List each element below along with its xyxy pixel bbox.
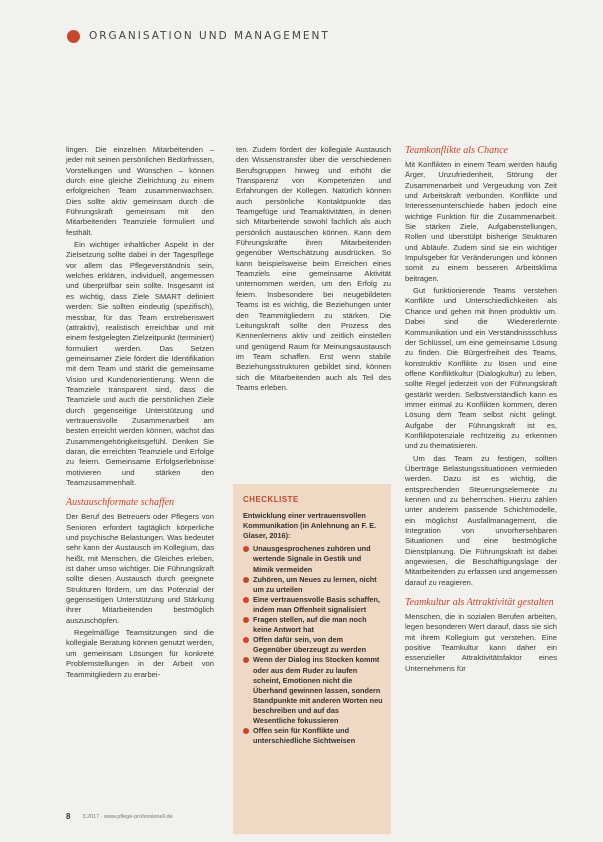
subheading-teamkonflikte: Teamkonflikte als Chance: [405, 145, 508, 156]
text-column-3: [405, 145, 557, 676]
checklist-title: CHECKLISTE: [243, 495, 299, 504]
checklist-item: Offen dafür sein, von dem Gegenüber überzeugt zu werden: [243, 635, 383, 655]
checklist-item: Offen sein für Konflikte und unterschiedliche Sichtweisen: [243, 726, 383, 746]
checklist-list: [243, 544, 383, 746]
journal-info: 3.2017 · www.pflege-professionell.de: [82, 813, 173, 820]
checklist-item: Zuhören, um Neues zu lernen, nicht um zu urteilen: [243, 575, 383, 595]
checklist-box: [233, 484, 391, 834]
paragraph: Menschen, die in sozialen Berufen arbeiten, legen besonderen Wert darauf, dass sie sich mit ihrem Kollegium gut verstehen. Eine positive Teamkultur kann daher ein essenzieller Attraktivitätsfaktor eines Unternehmens für: [405, 612, 557, 673]
page-header: [67, 26, 330, 46]
paragraph: lingen. Die einzelnen Mitarbeitenden – jeder mit seinen persönlichen Bedürfnissen, Vorstellungen und Wünschen – können durch eine gleiche Zielrichtung zu einem erfolgreichen Team zusammenwachsen. Dies sollte aktiv gemeinsam durch die Führungskraft gemeinsam mit den Mitarbeitenden Teamziele formuliert und festhält.: [66, 145, 214, 237]
checklist-intro: Entwicklung einer vertrauensvollen Kommunikation (in Anlehnung an F. E. Glaser, 2016):: [243, 511, 377, 541]
text-column-1: [66, 145, 214, 682]
checklist-item: Unausgesprochenes zuhören und wertende Signale in Gestik und Mimik vermeiden: [243, 544, 383, 574]
checklist-item: Wenn der Dialog ins Stocken kommt oder aus dem Ruder zu laufen scheint, Emotionen nicht die Überhand gewinnen lassen, sondern Standpunkte mit anderen Worten neu beschreiben und auf das Wesentliche fokussieren: [243, 655, 383, 726]
paragraph: Um das Team zu festigen, sollten Überträge Belastungssituationen vermieden werden. Dazu ist es wichtig, die entsprechenden Steuerungselemente zu kennen und zu beherrschen. Hierzu zählen unter anderem passende Schichtmodelle, ein möglichst Ausfallmanagement, die Integration von unvorhersehbaren Situationen und eine bestmögliche Dienstplanung. Die Führungskraft ist dabei angewiesen, die Beschäftigungslage der Mitarbeitenden zu erfassen und angemessen darauf zu reagieren.: [405, 453, 557, 587]
paragraph: Mit Konflikten in einem Team werden häufig Ärger, Unzufriedenheit, Störung der Zusammenarbeit und Vergeudung von Zeit und Arbeitskraft verbunden. Konflikte und Interessenunterschiede haben jedoch eine wichtige Funktion für die Zusammenarbeit. Sie stärken Ziele, Aufgabenstellungen, Rollen und überstülpt bisherige Strukturen und Abläufe. Zudem sind sie ein wichtiger Impulsgeber für Veränderungen und können somit zu einem besseren Arbeitsklima beitragen.: [405, 160, 557, 283]
section-title: ORGANISATION UND MANAGEMENT: [89, 30, 330, 42]
paragraph: Gut funktionierende Teams verstehen Konflikte und Unterschiedlichkeiten als Chance und gehen mit ihnen produktiv um. Dabei sind die Wiedererlernte Kommunikation und ein Verständnissschluss der Schlüssel, um eine gemeinsame Lösung zu finden. Die Bürgerfreiheit des Teams, konstruktiv Konflikte zu lösen und eine offene Konfliktkultur (Dialogkultur) zu leben, sollte Regel jederzeit von der Führungskraft gestärkt werden. Selbstverständlich kann es immer einmal zu Konflikten kommen, deren Lösung dem Team selbst nicht gelingt. Aufgabe der Führungskraft ist es, Konfliktpotenziale rechtzeitig zu erkennen und zu thematisieren.: [405, 286, 557, 451]
checklist-item: Eine vertrauensvolle Basis schaffen, indem man Offenheit signalisiert: [243, 595, 383, 615]
paragraph: Regelmäßige Teamsitzungen sind die kollegiale Beratung können genutzt werden, um gemeinsam Lösungen für konkrete Problemstellungen in der Arbeit von Teammitgliedern zu erarbei-: [66, 628, 214, 679]
section-bullet-icon: [67, 30, 80, 43]
page-footer: [66, 812, 173, 821]
subheading-teamkultur: Teamkultur als Attraktivität gestalten: [405, 597, 554, 609]
text-column-2: [236, 145, 391, 395]
paragraph: Ein wichtiger inhaltlicher Aspekt in der Zielsetzung sollte dabei in der Tagespflege vor allem das Pflegeverständnis sein, welches erklären, individuell, angemessen und überprüfbar sein sollte. Insgesamt ist es wichtig, dass Ziele SMART definiert werden: Sie sollten eindeutig (spezifisch), messbar, für das Team erstrebenswert (attraktiv), realistisch erreichbar und mit einem festgelegten Zielzeitpunkt (terminiert) formuliert werden. Das Setzen gemeinsamer Ziele fördert die Identifikation mit dem Team und stärkt die gemeinsame Vision und Kundenorientierung. Wenn die Teamziele transparent sind, dass die Teamziele und auch die persönlichen Ziele durch gegenseitige Unterstützung und vertrauensvolle Zusammenarbeit am besten erreicht werden können, wächst das Zusammengehörigkeitsgefühl. Denken Sie daran, die erreichten Teamziele und Erfolge zu feiern. Gemeinsame Erfolgserlebnisse motivieren und stärken den Teamzusammenhalt.: [66, 240, 214, 487]
paragraph: ten. Zudem fördert der kollegiale Austausch den Wissenstransfer über die verschiedenen Berufsgruppen hinweg und erhöht die Transparenz von Kompetenzen und Erfahrungen der Kollegen. Natürlich können auch persönliche Kontaktpunkte das Teamgefüge und Teamaktivitäten, in denen sich Mitarbeitende sowohl fachlich als auch persönlich austauschen können. Kann dem Führungskräfte ihren Mitarbeitenden gegenüber Wertschätzung ausdrücken. So kann beispielsweise beim Erreichen eines Teamziels eine gemeinsame Aktivität unternommen werden, um den Erfolg zu feiern. Insbesondere bei neugebildeten Teams ist es wichtig, die Beziehungen unter den Teammitgliedern zu stärken. Die Leitungskraft sollte den Prozess des Kennenlernens aktiv und zeitlich einstellen und genügend Raum für Meinungsaustausch im Team schaffen. Erst wenn stabile Beziehungsstrukturen gebildet sind, können sich die Mitarbeitenden auch als Teil des Teams erleben.: [236, 145, 391, 392]
paragraph: Der Beruf des Betreuers oder Pflegers von Senioren erfordert tagtäglich körperliche und psychische Belastungen. Was bedeutet sehr kann der Austausch im Kollegium, das heißt, mit Menschen, die Gleiches erleben, ist daher umso wichtiger. Die Führungskraft sollte diesen Austausch durch geeignete Strukturen fördern, um das Potenzial der gegenseitigen Unterstützung und Stärkung ihrer Mitarbeitenden bestmöglich auszuschöpfen.: [66, 512, 214, 625]
checklist-item: Fragen stellen, auf die man noch keine Antwort hat: [243, 615, 383, 635]
subheading-austauschformate: Austauschformate schaffen: [66, 497, 175, 509]
page-number: 8: [66, 812, 71, 821]
